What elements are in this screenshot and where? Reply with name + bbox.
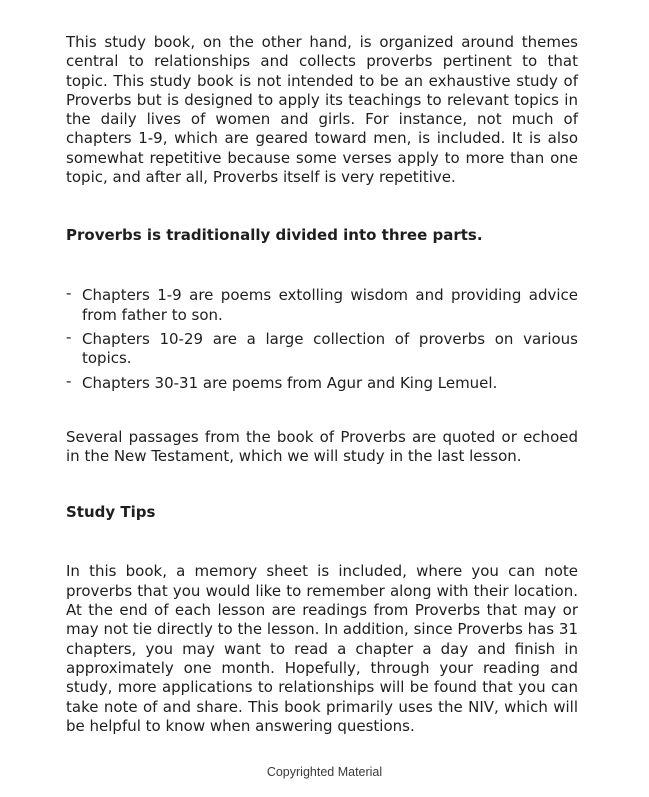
list-item — [66, 371, 578, 393]
list-dash: - — [66, 327, 72, 346]
list-item-text: Chapters 10-29 are a large collection of proverbs on various topics. — [82, 329, 578, 368]
list-item-text: Chapters 30-31 are poems from Agur and King Lemuel. — [82, 373, 498, 392]
list-item-text: Chapters 1-9 are poems extolling wisdom and providing advice from father to son. — [82, 286, 578, 324]
parts-heading: Proverbs is traditionally divided into three parts. — [66, 226, 483, 245]
list-item — [66, 327, 578, 369]
parts-list — [66, 286, 578, 392]
list-dash: - — [66, 284, 72, 303]
list-item — [66, 286, 578, 325]
study-tips-paragraph: In this book, a memory sheet is included, where you can note proverbs that you would like to remember along with their location. At the end of each lesson are readings from Proverbs that may or may not tie directly to the lesson. In addition, since Proverbs has 31 chapters, you may want to read a chapter a day and finish in approximately one month. Hopefully, through your reading and study, more applications to relationships will be found that you can take note of and share. This book primarily uses the NIV, which will be helpful to know when answering questions. — [66, 562, 578, 735]
page-content — [66, 33, 578, 736]
intro-paragraph: This study book, on the other hand, is organized around themes central to relationships and collects proverbs pertinent to that topic. This study book is not intended to be an exhaustive study of Proverbs but is designed to apply its teachings to relevant topics in the daily lives of women and girls. For instance, not much of chapters 1-9, which are geared toward men, is included. It is also somewhat repetitive because some verses apply to more than one topic, and after all, Proverbs itself is very repetitive. — [66, 33, 578, 187]
new-testament-paragraph: Several passages from the book of Proverbs are quoted or echoed in the New Testament, which we will study in the last lesson. — [66, 427, 578, 466]
study-tips-heading: Study Tips — [66, 503, 156, 522]
list-dash: - — [66, 371, 72, 390]
copyright-footer: Copyrighted Material — [266, 765, 383, 779]
